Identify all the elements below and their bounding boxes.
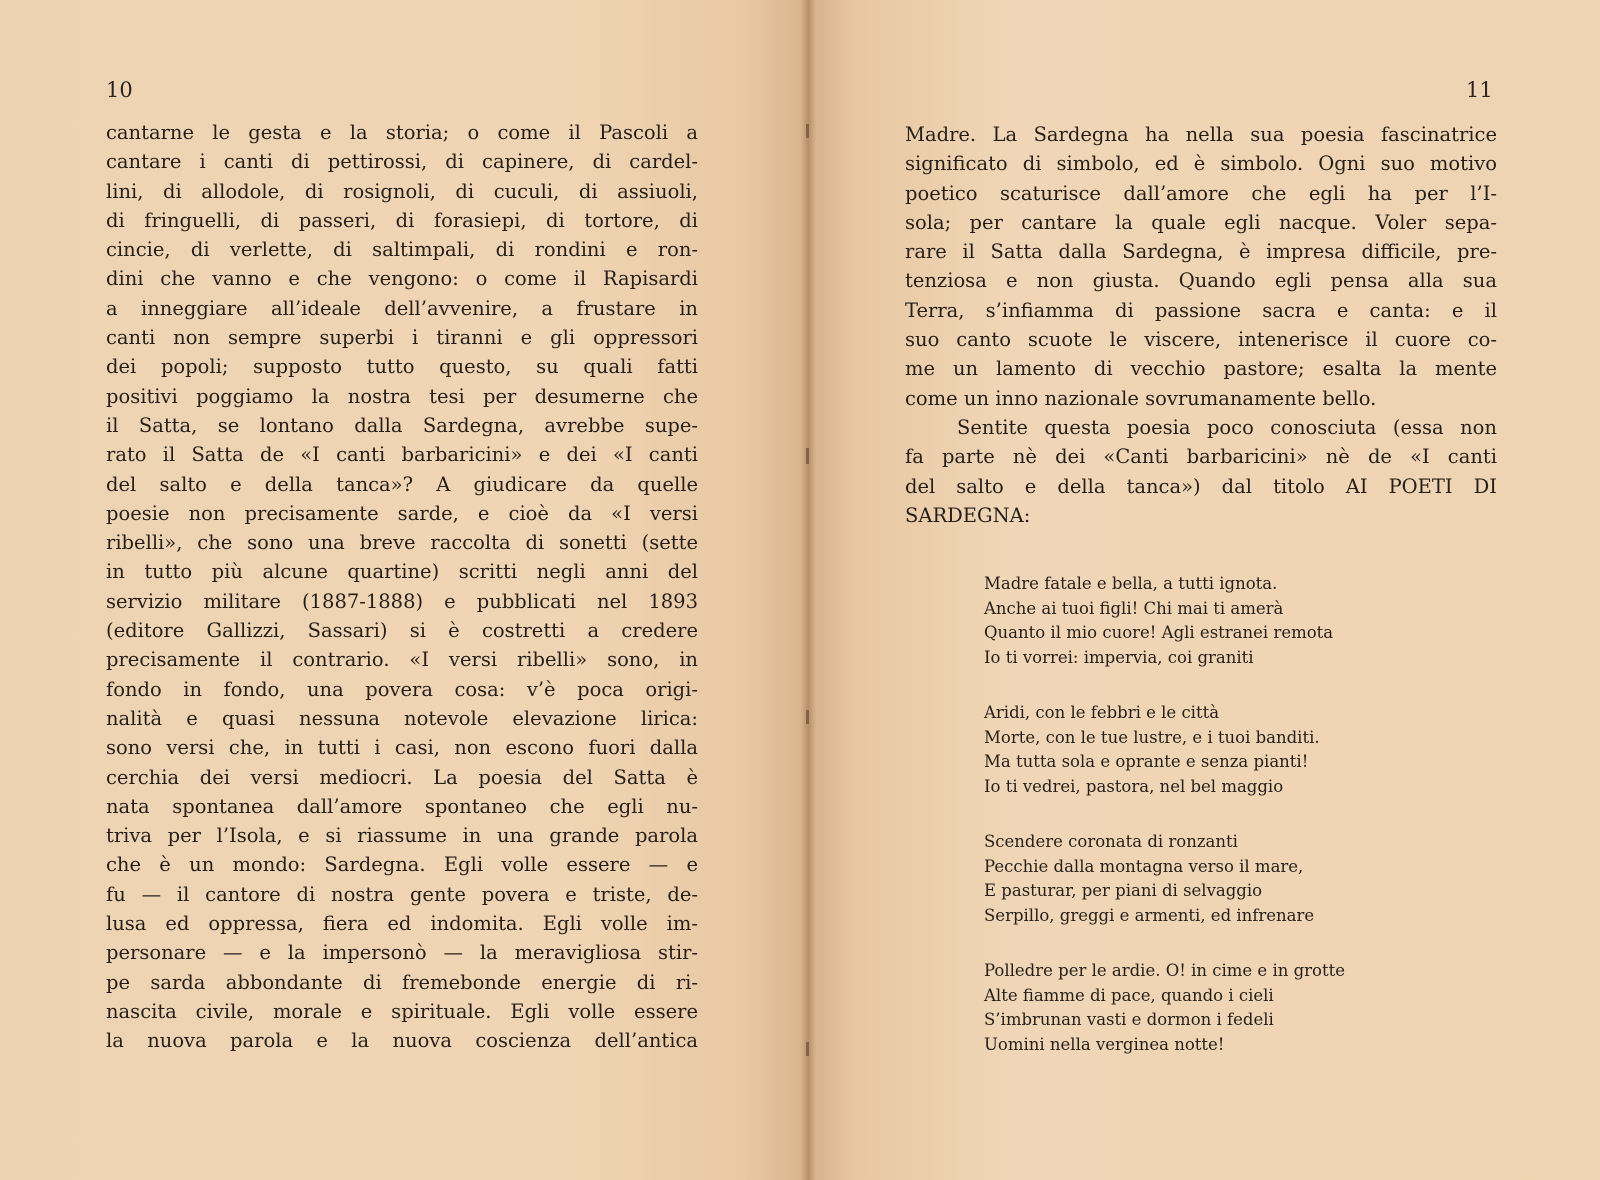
text-line: lusa ed oppressa, fiera ed indomita. Egli volle im- [106,912,698,936]
poem-verse: Ma tutta sola e oprante e senza pianti! [984,752,1309,771]
text-line: me un lamento di vecchio pastore; esalta la mente [905,357,1497,381]
text-line: poesie non precisamente sarde, e cioè da «I versi [106,501,698,525]
text-line: sola; per cantare la quale egli nacque. Voler sepa- [905,210,1497,234]
poem-stanza [984,572,1345,670]
text-line: sono versi che, in tutti i casi, non escono fuori dalla [106,736,698,760]
poem [984,572,1345,1088]
text-line: dei popoli; supposto tutto questo, su quali fatti [106,355,698,379]
text-line: che è un mondo: Sardegna. Egli volle essere — e [106,853,698,877]
poem-verse: E pasturar, per piani di selvaggio [984,881,1263,900]
text-line: fu — il cantore di nostra gente povera e triste, de- [106,882,698,906]
text-line: Sentite questa poesia poco conosciuta (essa non [957,415,1497,439]
page-number: 10 [106,78,133,102]
text-line: nata spontanea dall’amore spontaneo che egli nu- [106,794,698,818]
text-line: la nuova parola e la nuova coscienza dell’antica [106,1029,698,1053]
text-line: (editore Gallizzi, Sassari) si è costretti a credere [106,619,698,643]
spine-mark [806,448,809,464]
spine-mark [806,124,809,138]
page-number: 11 [1466,78,1493,102]
text-line: ribelli», che sono una breve raccolta di sonetti (sette [106,531,698,555]
text-line: Terra, s’infiamma di passione sacra e canta: e il [905,298,1497,322]
book-gutter [800,0,816,1180]
text-line: suo canto scuote le viscere, intenerisce il cuore co- [905,328,1497,352]
poem-stanza [984,701,1345,799]
poem-stanza [984,959,1345,1057]
text-line: canti non sempre superbi i tiranni e gli oppressori [106,326,698,350]
text-line: significato di simbolo, ed è simbolo. Ogni suo motivo [905,152,1497,176]
text-line: come un inno nazionale sovrumanamente bello. [905,386,1377,410]
right-page-text [905,120,1497,530]
poem-verse: S’imbrunan vasti e dormon i fedeli [984,1010,1274,1029]
text-line: nalità e quasi nessuna notevole elevazione lirica: [106,706,698,730]
text-line: cantarne le gesta e la storia; o come il Pascoli a [106,121,698,144]
text-line: fa parte nè dei «Canti barbaricini» nè de «I canti [905,445,1497,469]
poem-stanza [984,830,1345,928]
text-line: Madre. La Sardegna ha nella sua poesia fascinatrice [905,123,1497,146]
text-line: cerchia dei versi mediocri. La poesia del Satta è [106,765,698,789]
text-line: lini, di allodole, di rosignoli, di cuculi, di assiuoli, [106,179,698,203]
poem-verse: Serpillo, greggi e armenti, ed infrenare [984,905,1315,925]
poem-verse: Anche ai tuoi figli! Chi mai ti amerà [984,598,1284,618]
text-line: personare — e la impersonò — la meravigliosa stir- [106,941,698,965]
text-line: pe sarda abbondante di fremebonde energie di ri- [106,970,698,994]
text-line: servizio militare (1887-1888) e pubblicati nel 1893 [106,589,698,613]
poem-verse: Io ti vedrei, pastora, nel bel maggio [984,776,1284,796]
poem-verse: Alte fiamme di pace, quando i cieli [984,985,1274,1005]
text-line: del salto e della tanca»? A giudicare da quelle [106,472,698,496]
poem-verse: Polledre per le ardie. O! in cime e in grotte [984,961,1346,980]
poem-verse: Scendere coronata di ronzanti [984,832,1238,851]
spine-mark [806,1042,809,1056]
text-line: cantare i canti di pettirossi, di capinere, di cardel- [106,150,698,174]
text-line: rare il Satta dalla Sardegna, è impresa difficile, pre- [905,240,1497,264]
poem-verse: Io ti vorrei: impervia, coi graniti [984,647,1254,667]
text-line: dini che vanno e che vengono: o come il Rapisardi [106,267,698,291]
poem-verse: Madre fatale e bella, a tutti ignota. [984,574,1278,593]
text-line: rato il Satta de «I canti barbaricini» e dei «I canti [106,443,698,467]
spine-mark [806,710,809,724]
poem-verse: Morte, con le tue lustre, e i tuoi banditi. [984,727,1320,747]
text-line: cincie, di verlette, di saltimpali, di rondini e ron- [106,238,698,262]
text-line: in tutto più alcune quartine) scritti negli anni del [106,560,698,584]
text-line: nascita civile, morale e spirituale. Egli volle essere [106,999,698,1023]
poem-verse: Pecchie dalla montagna verso il mare, [984,856,1304,876]
text-line: precisamente il contrario. «I versi ribelli» sono, in [106,648,698,672]
text-line: SARDEGNA: [905,503,1031,527]
poem-verse: Uomini nella verginea notte! [984,1034,1225,1054]
text-line: il Satta, se lontano dalla Sardegna, avrebbe supe- [106,413,698,437]
text-line: tenziosa e non giusta. Quando egli pensa alla sua [905,269,1497,293]
left-page-text [106,118,698,1056]
text-line: poetico scaturisce dall’amore che egli ha per l’I- [905,181,1497,205]
poem-verse: Aridi, con le febbri e le città [984,703,1220,722]
poem-verse: Quanto il mio cuore! Agli estranei remota [984,623,1334,642]
right-page [808,0,1600,1180]
text-line: positivi poggiamo la nostra tesi per desumerne che [106,384,698,408]
text-line: fondo in fondo, una povera cosa: v’è poca origi- [106,677,698,701]
text-line: di fringuelli, di passeri, di forasiepi, di tortore, di [106,208,698,232]
text-line: triva per l’Isola, e si riassume in una grande parola [106,824,698,848]
text-line: del salto e della tanca») dal titolo AI POETI DI [905,474,1497,498]
text-line: a inneggiare all’ideale dell’avvenire, a frustare in [106,296,698,320]
